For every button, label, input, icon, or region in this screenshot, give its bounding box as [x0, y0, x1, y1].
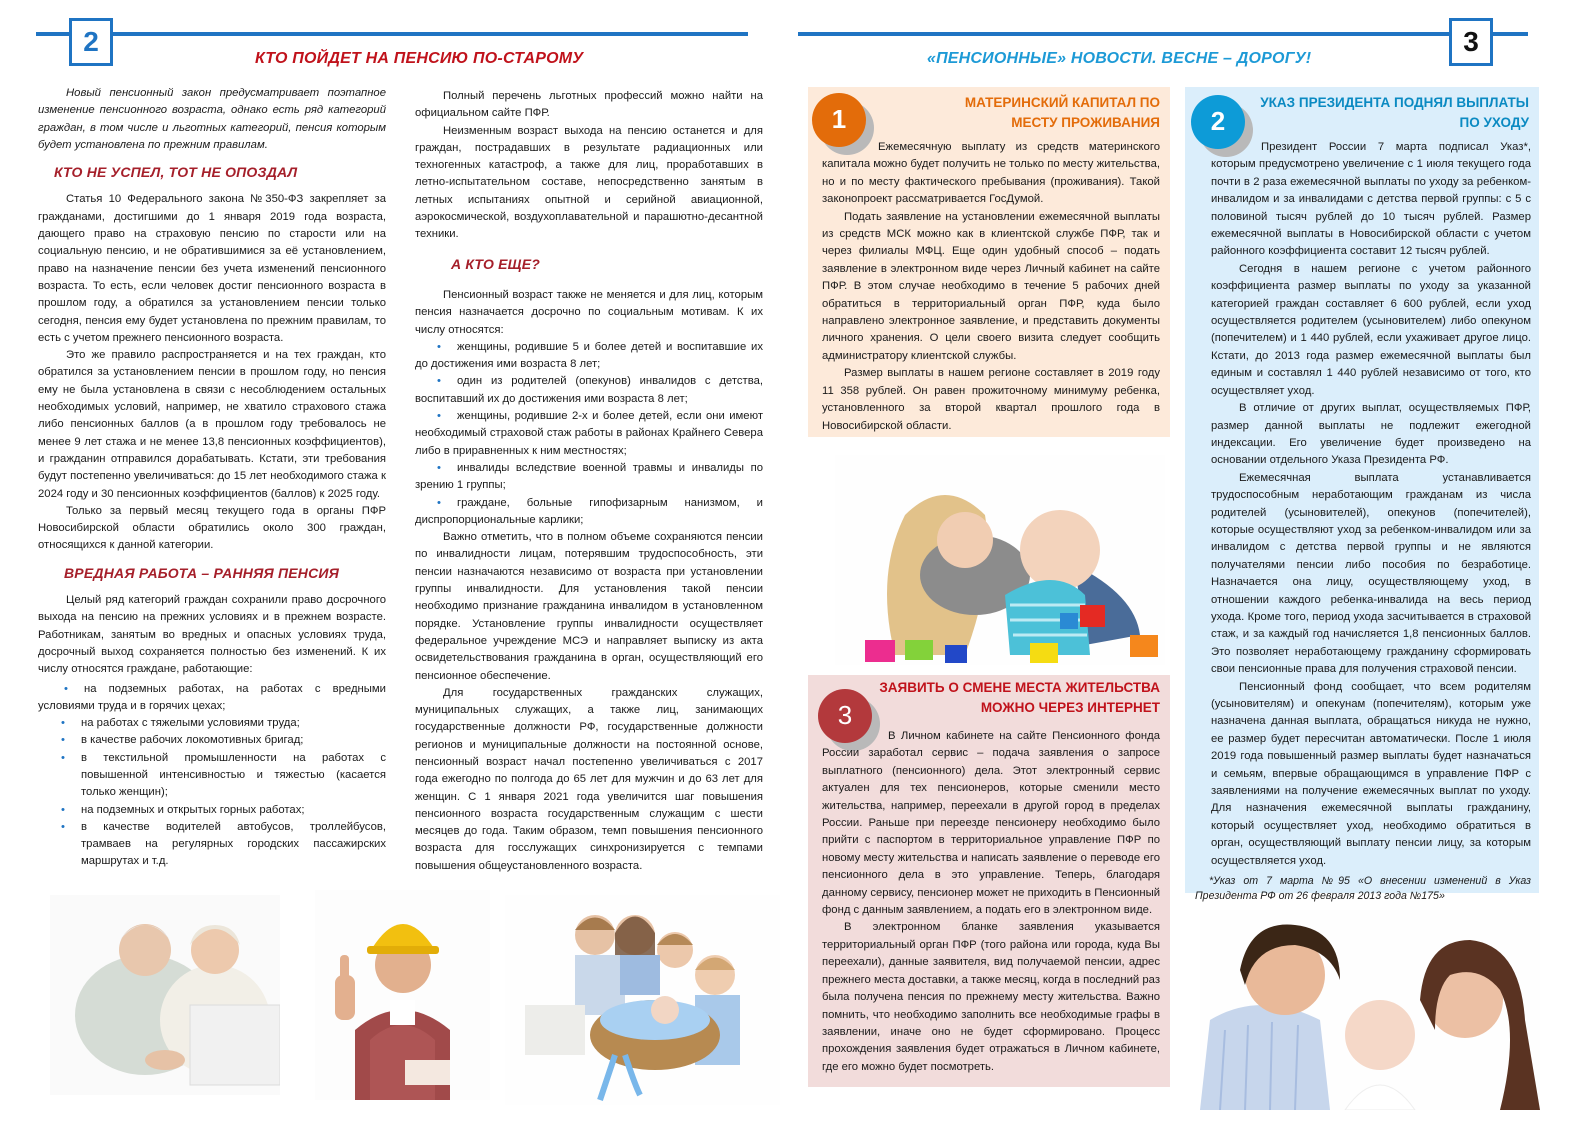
page-title-right: «ПЕНСИОННЫЕ» НОВОСТИ. ВЕСНЕ – ДОРОГУ!: [927, 50, 1312, 67]
bullet-icon: •: [64, 682, 68, 695]
mother-baby-toy-cups-photo: [835, 455, 1165, 665]
badge-number: 3: [837, 700, 853, 731]
elderly-couple-laptop-photo: [50, 895, 280, 1095]
paragraph: Статья 10 Федерального закона №350-ФЗ закрепляет за гражданами, достигшими до 1 января 2019 года возраста, дающего право на страховую пенсию по старости или на социальную пенсию, и не обратившимися за её установлением, право на назначение пенсии без учета изменений пенсионного возраста. То есть, если человек достиг пенсионного возраста в прошлом году, а обратился за установлением пенсии только сегодня, пенсия ему будет установлена по прежним правилам, то есть с учетом прежнего пенсионного возраста.: [38, 193, 386, 344]
list-item-text: в качестве водителей автобусов, троллейбусов, трамваев на регулярных городских пассажирских маршрутах и т.д.: [81, 820, 386, 868]
paragraph: Пенсионный возраст также не меняется и для лиц, которым пенсия назначается досрочно по социальным мотивам. К их числу относятся:: [415, 288, 763, 336]
bullet-icon: •: [437, 461, 441, 474]
news-box-3: [808, 675, 1170, 1087]
family-looking-up-photo: [1200, 910, 1540, 1110]
list-item: [38, 750, 386, 802]
left-column-1: [38, 85, 386, 871]
badge-number: 2: [1210, 106, 1226, 137]
paragraph: Ежемесячную выплату из средств материнского капитала можно будет получить не только по месту жительства, но и по месту фактического пребывания (проживания). Такой законопроект рассматривается ГосДумой.: [822, 141, 1160, 206]
list-item: [38, 732, 386, 749]
bullet-list: [38, 681, 386, 871]
list-item: [415, 339, 763, 374]
list-item: [38, 681, 386, 716]
list-item: [415, 460, 763, 495]
bullet-list: [415, 339, 763, 529]
page-number-left-text: 2: [83, 26, 99, 57]
list-item-text: на подземных и открытых горных работах;: [81, 803, 305, 816]
list-item: [415, 495, 763, 530]
bullet-icon: •: [437, 410, 441, 423]
children-with-baby-basket-photo: [505, 895, 780, 1105]
paragraph: Важно отметить, что в полном объеме сохраняются пенсии по инвалидности лицам, потерявшим трудоспособность, эти пенсии назначаются независимо от возраста при установлении группы инвалидности. Для установления такой пенсии необходимо признание гражданина инвалидом в установленном порядке. Установление группы инвалидности осуществляет федеральное учреждение МСЭ и направляет выписку из акта освидетельствования гражданина в орган, осуществляющий его пенсионное обеспечение.: [415, 531, 763, 682]
page-number-left: [69, 18, 113, 66]
paragraph: Подать заявление на установлении ежемесячной выплаты из средств МСК можно как в клиентской службе ПФР, так и через филиалы МФЦ. Еще один удобный способ – подать заявление в электронном виде через Личный кабинет на сайте ПФР. В этом случае необходимо в течение 5 рабочих дней обратиться в территориальный орган ПФР, куда было направлено электронное заявление, и представить документы личного хранения. О цели своего визита следует сообщить администратору клиентской службы.: [822, 210, 1160, 362]
paragraph: В Личном кабинете на сайте Пенсионного фонда России заработал сервис – подача заявления о запросе выплатного (пенсионного) дела. Этот электронный сервис актуален для тех пенсионеров, которые сменили место жительства, например, переехали в другой город в пределах России. Раньше при переезде пенсионеру необходимо было прийти с паспортом в территориальное управление ПФР по новому месту жительства и написать заявление о переводе его пенсионного дела в это управление. Теперь, благодаря данному сервису, пенсионер может не приходить в Пенсионный фонд с данным заявлением, а подать его в электронном виде.: [822, 730, 1160, 917]
box-body: [822, 728, 1160, 1076]
page-number-right: [1449, 18, 1493, 66]
paragraph: Ежемесячная выплата устанавливается трудоспособным неработающим гражданам из числа родителей (усыновителей), опекунов (попечителей), которые осуществляют уход за ребенком-инвалидом или за инвалидом с детства первой группы и не являются получателями пенсии либо пособия по безработице. Назначается она лицу, осуществляющему уход, в отношении каждого ребенка-инвалида на весь период ухода. Кроме того, период ухода засчитывается в страховой стаж, и за каждый год начисляется 1,8 пенсионных баллов. Это позволяет неработающему гражданину сформировать свои пенсионные права для получения страховой пенсии.: [1211, 471, 1531, 676]
paragraph: Это же правило распространяется и на тех граждан, кто обратился за установлением пенсии в прошлом году, но пенсия ему не была установлена в связи с несоблюдением остальных необходимых условий, например, не хватило страхового стажа либо пенсионных баллов (а в прошлом году требовалось не менее 9 лет стажа и не менее 13,8 пенсионных коэффициентов), и гражданин отправился дорабатывать. Кстати, эти требования будут постепенно увеличиваться: до 15 лет необходимого стажа к 2024 году и 30 пенсионных коэффициентов (баллов) к 2025 году.: [38, 349, 386, 500]
list-item-text: инвалиды вследствие военной травмы и инвалиды по зрению 1 группы;: [415, 461, 763, 492]
paragraph: В отличие от других выплат, осуществляемых ПФР, размер данной выплаты не подлежит ежегодной индексации. Его увеличение будет произведено на основании отдельного Указа Президента РФ.: [1211, 402, 1531, 467]
list-item: [415, 373, 763, 408]
section-heading: А КТО ЕЩЕ?: [451, 255, 540, 272]
header-rule-left: [36, 32, 748, 36]
list-item-text: женщины, родившие 5 и более детей и воспитавшие их до достижения ими возраста 8 лет;: [415, 340, 763, 371]
news-box-2: [1185, 87, 1539, 903]
paragraph: Президент России 7 марта подписал Указ*, которым предусмотрено увеличение с 1 июля текущего года почти в 2 раза ежемесячной выплаты по уходу за ребенком-инвалидом и за инвалидами с детства первой группы: с 5 с половиной тысяч рублей до 10 тысяч рублей. Размер ежемесячной выплаты в Новосибирской области с учетом районного коэффициента составит 12 тысяч рублей.: [1211, 141, 1531, 258]
list-item-text: в качестве рабочих локомотивных бригад;: [81, 734, 304, 747]
list-item-text: граждане, больные гипофизарным нанизмом, и диспропорциональные карлики;: [415, 496, 763, 526]
intro-paragraph: Новый пенсионный закон предусматривает поэтапное изменение пенсионного возраста, однако есть ряд категорий граждан, в том числе и льготных категорий, пенсия которым будет установлена по прежним правилам.: [38, 87, 386, 151]
box-body: [822, 139, 1160, 435]
list-item-text: один из родителей (опекунов) инвалидов с детства, воспитавший их до достижения ими возраста 8 лет;: [415, 375, 763, 405]
box-body: [1195, 139, 1531, 904]
paragraph: Пенсионный фонд сообщает, что всем родителям (усыновителям) и опекунам (попечителям), которым уже назначена данная выплата, обращаться никуда не нужно, ее размер будет пересчитан автоматически. После 1 июля 2019 года повышенный размер выплаты будет назначаться и семьям, впервые обращающимся в управление ПФР с заявлениями на получение ежемесячных выплат по уходу. Для назначения ежемесячной выплаты гражданину, который осуществляет уход, необходимо обратиться в орган, осуществляющий выплату пенсии лицу, за которым осуществляется уход.: [1211, 680, 1531, 867]
list-item-text: на работах с тяжелыми условиями труда;: [81, 717, 300, 730]
list-item: [415, 408, 763, 460]
section-heading: КТО НЕ УСПЕЛ, ТОТ НЕ ОПОЗДАЛ: [54, 164, 298, 181]
page-title-left: КТО ПОЙДЕТ НА ПЕНСИЮ ПО-СТАРОМУ: [255, 50, 584, 67]
bullet-icon: •: [437, 340, 441, 353]
box-heading: ЗАЯВИТЬ О СМЕНЕ МЕСТА ЖИТЕЛЬСТВА МОЖНО ЧЕРЕЗ ИНТЕРНЕТ: [879, 680, 1160, 715]
paragraph: Полный перечень льготных профессий можно найти на официальном сайте ПФР.: [415, 90, 763, 120]
paragraph: В электронном бланке заявления указывается территориальный орган ПФР (того района или города, куда Вы переехали), данные заявителя, вид получаемой пенсии, адрес прежнего места доставки, а также месяц, когда в последний раз была получена пенсия по прежнему месту жительства. Важно помнить, что необходимо заполнить все необходимые графы в заявлении, иначе оно не будет сформировано. Процесс прохождения заявления будет отражаться в Личном кабинете, где его можно будет посмотреть.: [822, 921, 1160, 1073]
paragraph: Для государственных гражданских служащих, муниципальных служащих, а также лиц, занимающих государственные должности РФ, государственные должности регионов и муниципальные должности на постоянной основе, пенсионный возраст начал постепенно увеличиваться с 2017 года ежегодно по полгода до 65 лет для мужчин и до 63 лет для женщин. С 1 января 2021 года увеличится шаг повышения пенсионного возраста государственным служащим с шести месяцев до года. Таким образом, темп повышения пенсионного возраста для госслужащих синхронизируется с темпами повышения общеустановленного возраста.: [415, 686, 763, 872]
box-heading: МАТЕРИНСКИЙ КАПИТАЛ ПО МЕСТУ ПРОЖИВАНИЯ: [964, 95, 1160, 130]
header-rule-right: [798, 32, 1528, 36]
paragraph: Сегодня в нашем регионе с учетом районного коэффициента размер выплаты по уходу за указанной категорией граждан составляет 6 600 рублей, если уход осуществляется родителем (усыновителем) либо опекуном (попечителем) и 1 440 рублей, если ухаживает другое лицо. Кстати, до 2013 года размер ежемесячной выплаты был единым и составлял 1 440 рублей независимо от того, кто осуществляет уход.: [1211, 262, 1531, 397]
paragraph: Неизменным возраст выхода на пенсию останется и для граждан, пострадавших в результате радиационных или техногенных катастроф, а также для лиц, проработавших в летно-испытательном составе, непосредственно занятым в летных испытаниях опытной и серийной авиационной, аэрокосмической, воздухоплавательной и парашютно-десантной техники.: [415, 124, 763, 241]
left-column-2: [415, 88, 763, 875]
paragraph: Целый ряд категорий граждан сохранили право досрочного выхода на пенсию на прежних условиях и в прежнем возрасте. Работникам, занятым во вредных и опасных условиях труда, досрочный выход сохраняется полностью без изменений. К их числу относятся граждане, работающие:: [38, 594, 386, 676]
bullet-icon: •: [437, 375, 441, 388]
footnote: *Указ от 7 марта №95 «О внесении изменений в Указ Президента РФ от 26 февраля 2013 года №175»: [1195, 875, 1531, 903]
list-item: [38, 715, 386, 732]
badge-number: 1: [831, 104, 847, 135]
worker-hardhat-thumbs-up-photo: [315, 890, 490, 1100]
list-item: [38, 819, 386, 871]
bullet-icon: •: [437, 496, 441, 509]
list-item-text: на подземных работах, на работах с вредными условиями труда и в горячих цехах;: [38, 682, 386, 712]
bullet-icon: •: [61, 751, 65, 764]
page-number-right-text: 3: [1463, 26, 1479, 57]
bullet-icon: •: [61, 717, 65, 730]
bullet-icon: •: [61, 734, 65, 747]
list-item: [38, 802, 386, 819]
paragraph: Только за первый месяц текущего года в органы ПФР Новосибирской области обратились около 300 граждан, относящихся к данной категории.: [38, 504, 386, 552]
list-item-text: в текстильной промышленности на работах с повышенной интенсивностью и тяжестью (касается только женщин);: [81, 751, 386, 799]
section-heading: ВРЕДНАЯ РАБОТА – РАННЯЯ ПЕНСИЯ: [64, 564, 340, 581]
box-heading: УКАЗ ПРЕЗИДЕНТА ПОДНЯЛ ВЫПЛАТЫ ПО УХОДУ: [1260, 95, 1529, 130]
bullet-icon: •: [61, 803, 65, 816]
paragraph: Размер выплаты в нашем регионе составляет в 2019 году 11 358 рублей. Он равен прожиточному минимуму ребенка, установленного за второй квартал прошлого года в Новосибирской области.: [822, 367, 1160, 432]
list-item-text: женщины, родившие 2-х и более детей, если они имеют необходимый страховой стаж работы в районах Крайнего Севера либо в приравненных к ним местностях;: [415, 410, 763, 457]
bullet-icon: •: [61, 820, 65, 833]
news-box-1: [808, 87, 1170, 437]
